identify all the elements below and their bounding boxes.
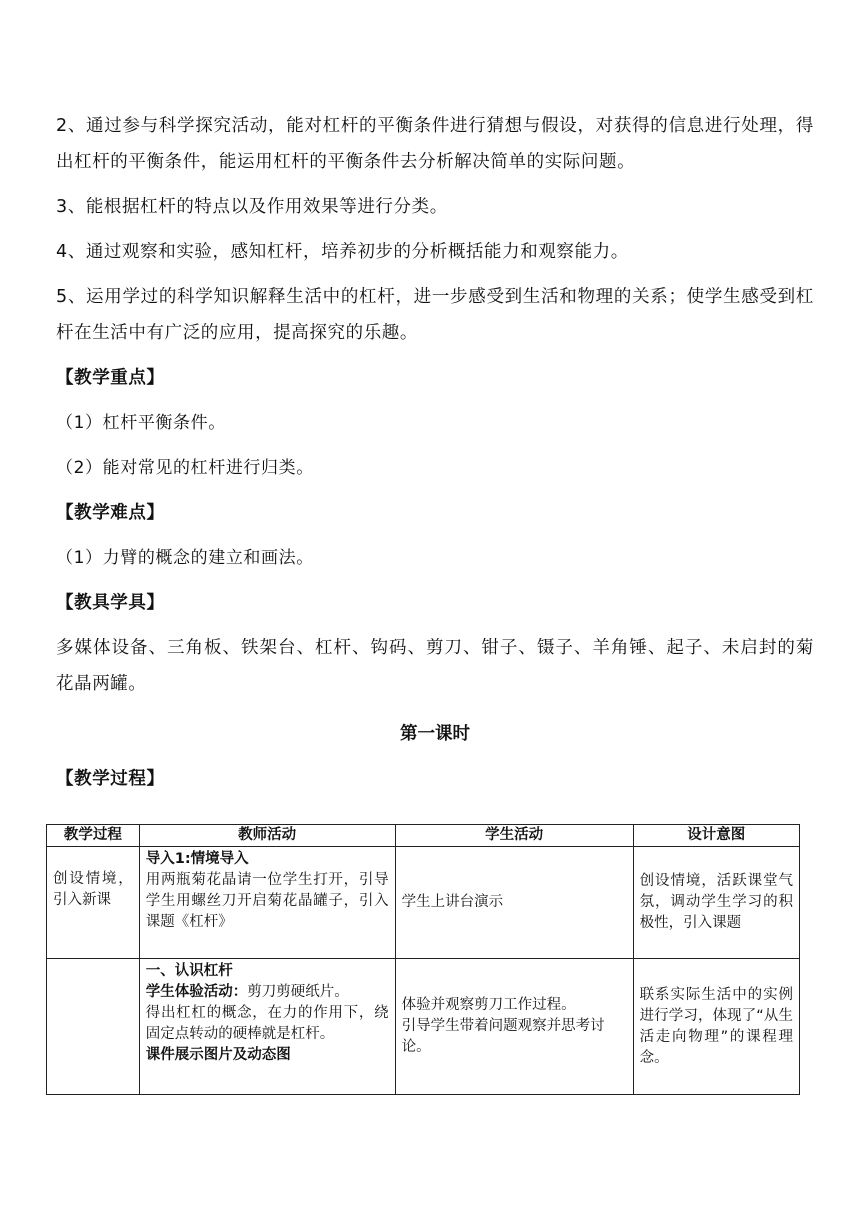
objective-2: 2、通过参与科学探究活动，能对杠杆的平衡条件进行猜想与假设，对获得的信息进行处理，得出杠杆的平衡条件，能运用杠杆的平衡条件去分析解决简单的实际问题。 — [56, 116, 814, 172]
row2-teacher — [139, 959, 395, 1095]
table-row — [47, 847, 800, 959]
process-heading: 【教学过程】 — [56, 769, 165, 789]
tools-heading: 【教具学具】 — [56, 593, 165, 613]
objective-4: 4、通过观察和实验，感知杠杆，培养初步的分析概括能力和观察能力。 — [56, 242, 629, 262]
key-point-1: （1）杠杆平衡条件。 — [56, 413, 226, 433]
row2-student-line2: 引导学生带着问题观察并思考讨论。 — [401, 1018, 605, 1055]
row2-stage — [47, 959, 140, 1095]
row2-student-line1: 体验并观察剪刀工作过程。 — [401, 997, 576, 1013]
row1-stage: 创设情境，引入新课 — [47, 847, 140, 959]
header-intent: 设计意图 — [633, 825, 799, 847]
difficulty-1: （1）力臂的概念的建立和画法。 — [56, 548, 314, 568]
header-stage: 教学过程 — [47, 825, 140, 847]
row2-teacher-label-rest: 剪刀剪硬纸片。 — [247, 984, 349, 1000]
row1-teacher-text: 用两瓶菊花晶请一位学生打开，引导学生用螺丝刀开启菊花晶罐子，引入课题《杠杆》 — [145, 872, 389, 930]
row1-teacher — [139, 847, 395, 959]
row1-teacher-title: 导入1:情境导入 — [145, 851, 249, 867]
header-student: 学生活动 — [395, 825, 633, 847]
header-teacher: 教师活动 — [139, 825, 395, 847]
table-header-row — [47, 825, 800, 847]
document-body — [56, 108, 814, 797]
row2-teacher-footer: 课件展示图片及动态图 — [145, 1047, 291, 1063]
objective-3: 3、能根据杠杆的特点以及作用效果等进行分类。 — [56, 197, 448, 217]
table-row — [47, 959, 800, 1095]
row2-teacher-text: 得出杠杠的概念，在力的作用下，绕固定点转动的硬棒就是杠杆。 — [145, 1005, 389, 1042]
row2-teacher-label: 学生体验活动： — [145, 984, 248, 1000]
lesson-title: 第一课时 — [400, 724, 470, 744]
row2-intent: 联系实际生活中的实例进行学习，体现了“从生活走向物理”的课程理念。 — [633, 959, 799, 1095]
row2-student — [395, 959, 633, 1095]
row2-teacher-title: 一、认识杠杆 — [145, 963, 233, 979]
process-table — [46, 824, 800, 1095]
row1-intent: 创设情境，活跃课堂气氛，调动学生学习的积极性，引入课题 — [633, 847, 799, 959]
key-points-heading: 【教学重点】 — [56, 368, 165, 388]
tools-text: 多媒体设备、三角板、铁架台、杠杆、钩码、剪刀、钳子、镊子、羊角锤、起子、未启封的菊花晶两罐。 — [56, 638, 814, 694]
row2-teacher-activity — [146, 982, 389, 1003]
row1-student: 学生上讲台演示 — [395, 847, 633, 959]
difficulties-heading: 【教学难点】 — [56, 503, 165, 523]
objective-5: 5、运用学过的科学知识解释生活中的杠杆，进一步感受到生活和物理的关系；使学生感受到杠杆在生活中有广泛的应用，提高探究的乐趣。 — [56, 287, 814, 343]
key-point-2: （2）能对常见的杠杆进行归类。 — [56, 458, 314, 478]
